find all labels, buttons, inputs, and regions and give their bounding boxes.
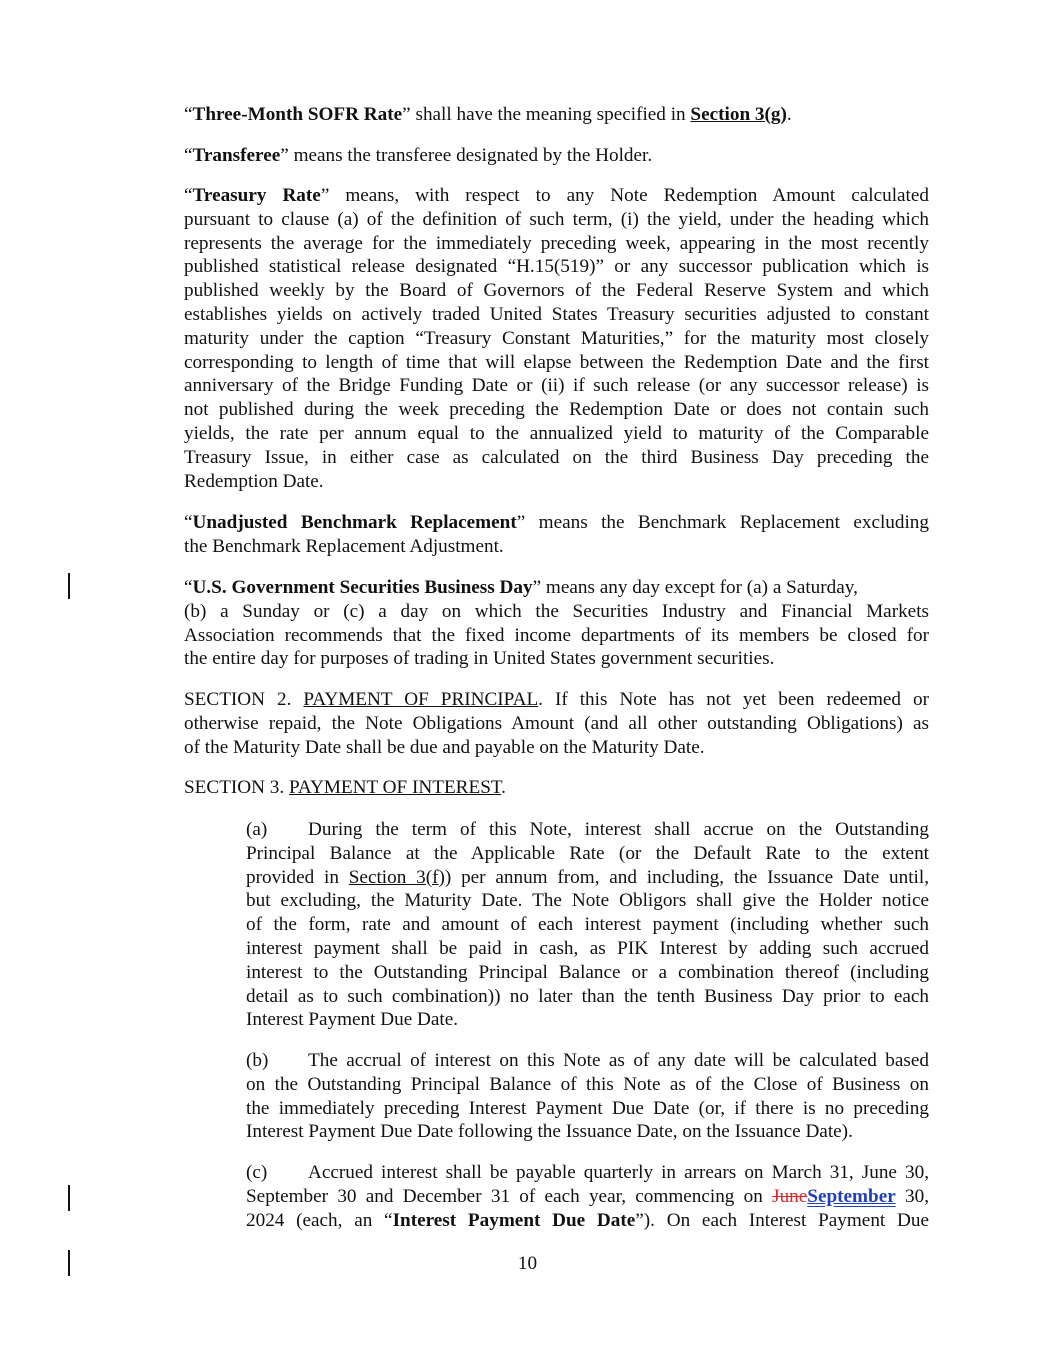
subsection-b: (b) The accrual of interest on this Note as of any date will be calculated based on the Outstanding Principal Balance of this Note as of the Close of Business on the immediately preceding Interest Payment Due Date (or, if there is no preceding Interest Payment Due Date following the Issuance Date, on the Issuance Date). — [246, 1050, 929, 1143]
page-number: 10 — [517, 1253, 538, 1274]
change-bar — [68, 1185, 70, 1211]
subsection-marker: (b) — [246, 1050, 269, 1071]
subsection-c: (c) Accrued interest shall be payable quarterly in arrears on March 31, June 30, September 30 and December 31 of each year, commencing on JuneSeptember 30, 2024 (each, an “Interest Payment Due Date”). On each Interest Payment Due — [246, 1162, 929, 1231]
defined-term: Three-Month SOFR Rate — [192, 104, 403, 125]
deleted-text: June — [772, 1185, 808, 1207]
defined-term: U.S. Government Securities Business Day — [192, 577, 533, 598]
definition-unadjusted-benchmark-replacement: “Unadjusted Benchmark Replacement” means the Benchmark Replacement excluding the Benchmark Replacement Adjustment. — [184, 512, 929, 557]
section-reference: Section 3(g) — [690, 104, 787, 125]
defined-term: Unadjusted Benchmark Replacement — [192, 512, 517, 533]
definition-us-government-securities-business-day: “U.S. Government Securities Business Day” means any day except for (a) a Saturday, (b) a Sunday or (c) a day on which the Securities Industry and Financial Markets Association recommends that the fixed income departments of its members be closed for the entire day for purposes of trading in United States government securities. — [184, 577, 929, 670]
definition-treasury-rate: “Treasury Rate” means, with respect to any Note Redemption Amount calculated pursuant to clause (a) of the definition of such term, (i) the yield, under the heading which represents the average for the immediately preceding week, appearing in the most recently published statistical release designated “H.15(519)” or any successor publication which is published weekly by the Board of Governors of the Federal Reserve System and which establishes yields on actively traded United States Treasury securities adjusted to constant maturity under the caption “Treasury Constant Maturities,” for the maturity most closely corresponding to length of time that will elapse between the Redemption Date and the first anniversary of the Bridge Funding Date or (ii) if such release (or any successor release) is not published during the week preceding the Redemption Date or does not contain such yields, the rate per annum equal to the annualized yield to maturity of the Comparable Treasury Issue, in either case as calculated on the third Business Day preceding the Redemption Date. — [184, 185, 929, 492]
subsection-marker: (a) — [246, 819, 268, 840]
definition-transferee: “Transferee” means the transferee designated by the Holder. — [184, 145, 653, 166]
subsection-a: (a) During the term of this Note, interest shall accrue on the Outstanding Principal Balance at the Applicable Rate (or the Default Rate to the extent provided in Section 3(f)) per annum from, and including, the Issuance Date until, but excluding, the Maturity Date. The Note Obligors shall give the Holder notice of the form, rate and amount of each interest payment (including whether such interest payment shall be paid in cash, as PIK Interest by adding such accrued interest to the Outstanding Principal Balance or a combination thereof (including detail as to such combination)) no later than the tenth Business Day prior to each Interest Payment Due Date. — [246, 819, 929, 1031]
change-bar — [68, 573, 70, 599]
defined-term: Transferee — [192, 145, 281, 166]
section-reference: Section 3(f)) — [348, 866, 452, 888]
section-heading: PAYMENT OF PRINCIPAL — [303, 689, 539, 710]
definition-three-month-sofr-rate: “Three-Month SOFR Rate” shall have the meaning specified in Section 3(g). — [184, 104, 792, 125]
section-2-payment-of-principal: SECTION 2. PAYMENT OF PRINCIPAL. If this Note has not yet been redeemed or otherwise repaid, the Note Obligations Amount (and all other outstanding Obligations) as of the Maturity Date shall be due and payable on the Maturity Date. — [184, 689, 929, 758]
section-heading: PAYMENT OF INTEREST — [289, 777, 502, 798]
defined-term: Interest Payment Due Date — [392, 1209, 636, 1231]
section-3-payment-of-interest: SECTION 3. PAYMENT OF INTEREST. — [184, 777, 506, 798]
defined-term: Treasury Rate — [192, 185, 321, 206]
inserted-text: September — [807, 1185, 896, 1207]
subsection-marker: (c) — [246, 1162, 268, 1183]
